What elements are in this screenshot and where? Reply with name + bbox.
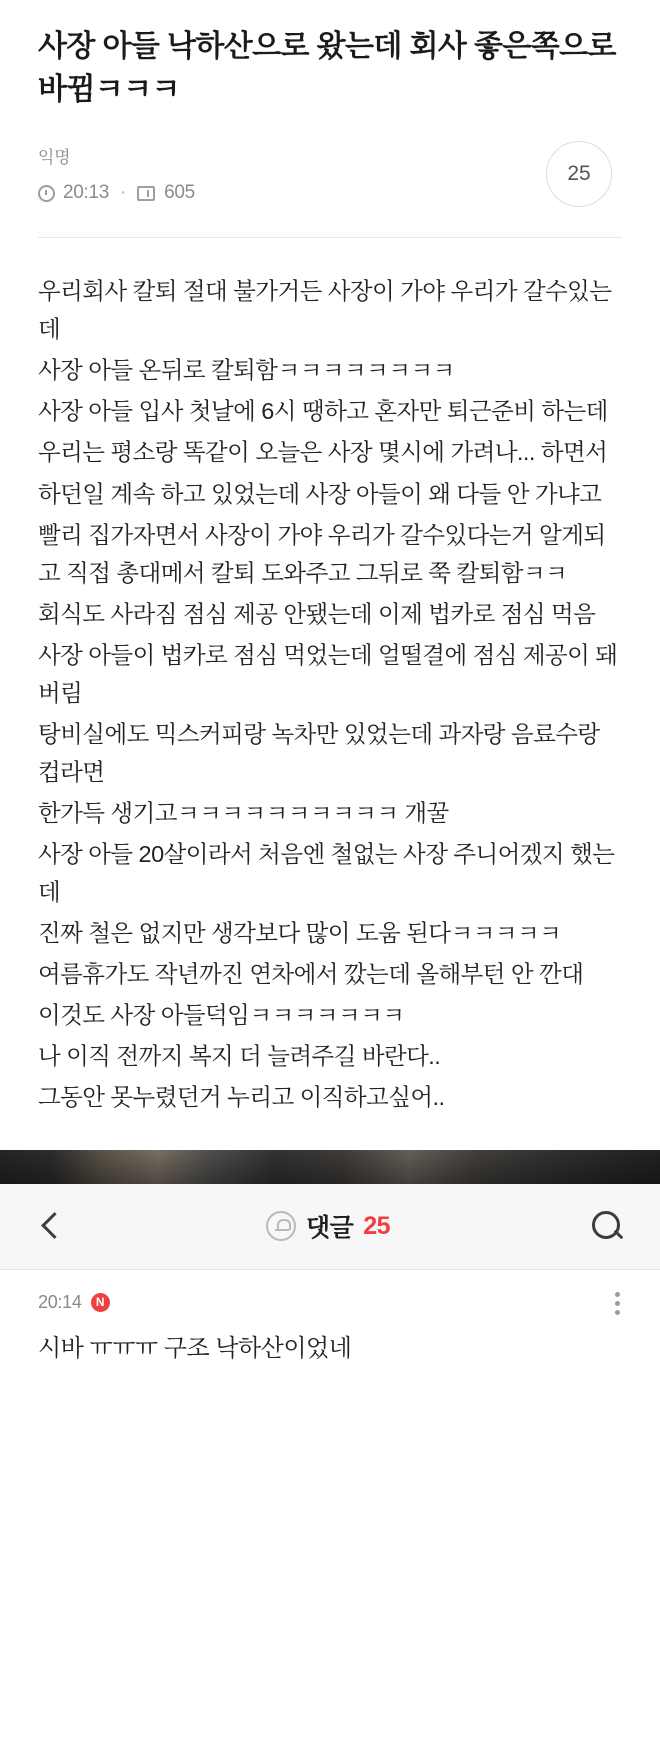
post-paragraph: 빨리 집가자면서 사장이 가야 우리가 갈수있다는거 알게되고 직접 총대메서 칼퇴 도와주고 그뒤로 쭉 칼퇴함ㅋㅋ	[38, 521, 606, 586]
post-paragraph: 사장 아들 20살이라서 처음엔 철없는 사장 주니어겠지 했는데	[38, 841, 615, 906]
post-paragraph: 우리회사 칼퇴 절대 불가거든 사장이 가야 우리가 갈수있는데	[38, 278, 612, 343]
comment-header[interactable]	[266, 1208, 390, 1244]
list-item[interactable]	[0, 1270, 660, 1367]
post-paragraph: 한가득 생기고ㅋㅋㅋㅋㅋㅋㅋㅋㅋㅋ 개꿀	[38, 800, 449, 826]
post-paragraph: 그동안 못누렸던거 누리고 이직하고싶어..	[38, 1084, 445, 1111]
comment-meta	[38, 1292, 622, 1313]
post-body	[0, 238, 660, 1119]
post-paragraph: 사장 아들 입사 첫날에 6시 땡하고 혼자만 퇴근준비 하는데	[38, 398, 608, 425]
comment-text: 시바 ㅠㅠㅠ 구조 낙하산이었네	[38, 1334, 352, 1362]
views-icon	[137, 186, 155, 201]
post-meta-left	[38, 141, 195, 204]
post-time: 20:13	[63, 182, 110, 204]
search-icon[interactable]	[590, 1209, 624, 1243]
clock-icon	[38, 185, 55, 202]
post-paragraph: 사장 아들이 법카로 점심 먹었는데 얼떨결에 점심 제공이 돼버림	[38, 641, 618, 706]
post-paragraph: 진짜 철은 없지만 생각보다 많이 도움 된다ㅋㅋㅋㅋㅋ	[38, 920, 562, 947]
comment-toolbar	[0, 1184, 660, 1270]
bell-icon[interactable]	[266, 1211, 296, 1241]
post-header	[0, 0, 660, 207]
post-paragraph: 우리는 평소랑 똑같이 오늘은 사장 몇시에 가려나... 하면서	[38, 439, 608, 466]
author-name: 익명	[38, 148, 71, 168]
comment-count-badge[interactable]: 25	[546, 141, 612, 207]
post-paragraph: 하던일 계속 하고 있었는데 사장 아들이 왜 다들 안 가냐고	[38, 480, 602, 507]
comment-count: 25	[363, 1211, 391, 1240]
post-meta-row	[38, 141, 622, 207]
post-paragraph: 회식도 사라짐 점심 제공 안됐는데 이제 법카로 점심 먹음	[38, 600, 596, 627]
page-title: 사장 아들 낙하산으로 왔는데 회사 좋은쪽으로 바뀜ㅋㅋㅋ	[38, 30, 616, 106]
meta-separator: ·	[120, 182, 127, 204]
status-badge: N	[91, 1293, 110, 1312]
post-paragraph: 여름휴가도 작년까진 연차에서 깠는데 올해부턴 안 깐대	[38, 961, 584, 988]
kebab-menu-icon[interactable]	[614, 1292, 620, 1315]
post-paragraph: 탕비실에도 믹스커피랑 녹차만 있었는데 과자랑 음료수랑 컵라면	[38, 720, 600, 785]
attached-image[interactable]	[0, 1150, 660, 1184]
view-count: 605	[164, 182, 195, 204]
comment-time: 20:14	[38, 1291, 82, 1312]
post-paragraph: 사장 아들 온뒤로 칼퇴함ㅋㅋㅋㅋㅋㅋㅋㅋ	[38, 357, 455, 384]
post-meta-sub	[38, 182, 195, 204]
comment-label: 댓글	[305, 1214, 354, 1242]
post-paragraph: 이것도 사장 아들덕임ㅋㅋㅋㅋㅋㅋㅋ	[38, 1002, 405, 1029]
back-arrow-icon[interactable]	[36, 1211, 66, 1241]
post-paragraph: 나 이직 전까지 복지 더 늘려주길 바란다..	[38, 1043, 441, 1070]
